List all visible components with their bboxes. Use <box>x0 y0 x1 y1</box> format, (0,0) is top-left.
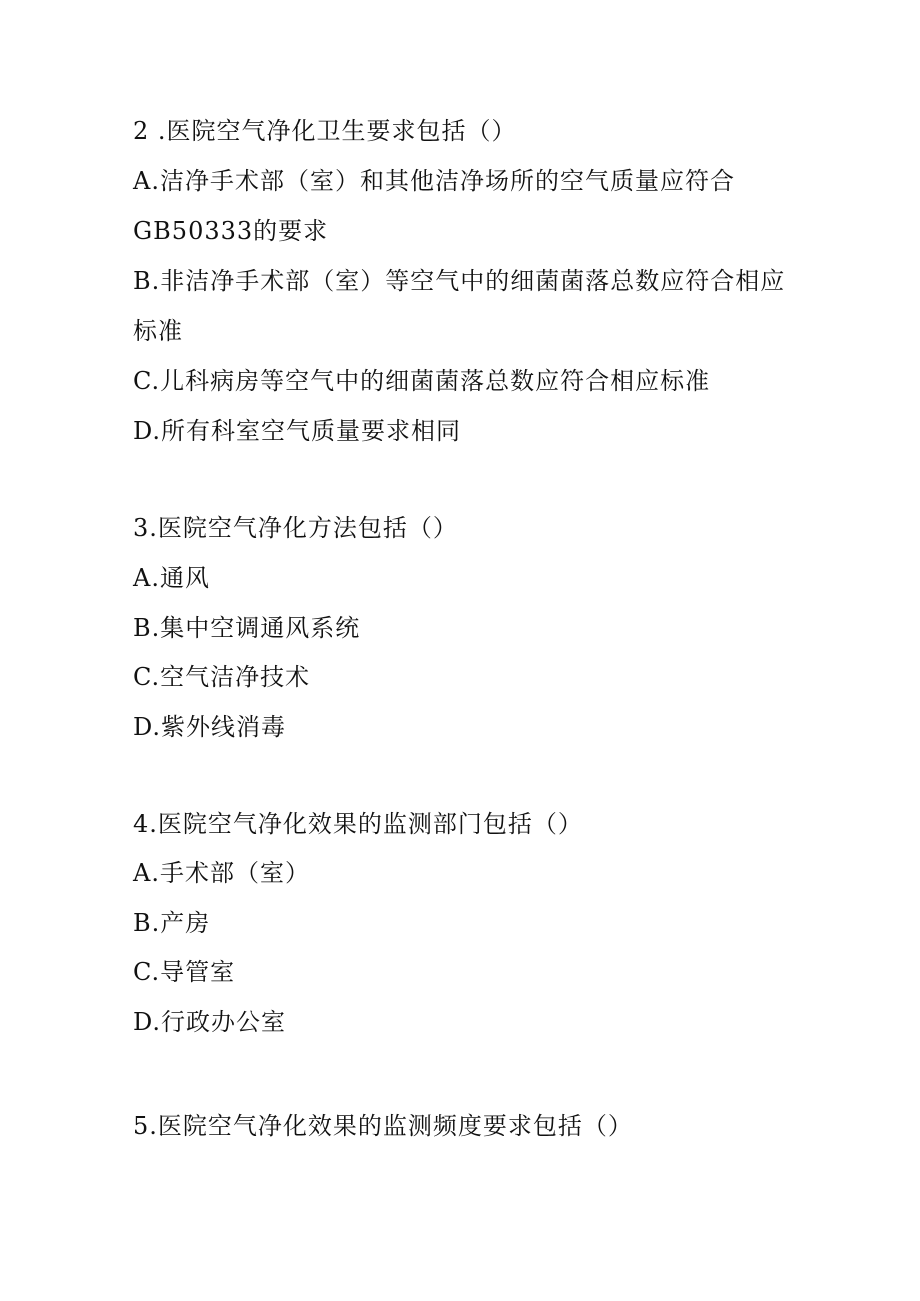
question-2-option-b-line2: 标准 <box>133 317 183 345</box>
question-3-stem: 3.医院空气净化方法包括（） <box>133 514 458 542</box>
question-4-option-c: C.导管室 <box>133 958 236 986</box>
question-3-option-b: B.集中空调通风系统 <box>133 614 361 642</box>
question-4-option-a: A.手术部（室） <box>133 859 310 887</box>
question-2-option-b-line1: B.非洁净手术部（室）等空气中的细菌菌落总数应符合相应 <box>133 267 786 295</box>
question-5-stem: 5.医院空气净化效果的监测频度要求包括（） <box>133 1112 633 1140</box>
question-2-option-a-line2: GB50333的要求 <box>133 217 329 245</box>
question-2-option-a-line1: A.洁净手术部（室）和其他洁净场所的空气质量应符合 <box>133 167 735 195</box>
question-3-option-c: C.空气洁净技术 <box>133 663 311 691</box>
question-2-stem: 2 .医院空气净化卫生要求包括（） <box>133 117 517 145</box>
question-3-option-d: D.紫外线消毒 <box>133 713 287 741</box>
question-4-option-b: B.产房 <box>133 909 211 937</box>
question-3-option-a: A.通风 <box>133 564 210 592</box>
question-4-option-d: D.行政办公室 <box>133 1008 287 1036</box>
question-4-stem: 4.医院空气净化效果的监测部门包括（） <box>133 810 583 838</box>
question-2-option-d: D.所有科室空气质量要求相同 <box>133 417 462 445</box>
question-2-option-c: C.儿科病房等空气中的细菌菌落总数应符合相应标准 <box>133 367 711 395</box>
